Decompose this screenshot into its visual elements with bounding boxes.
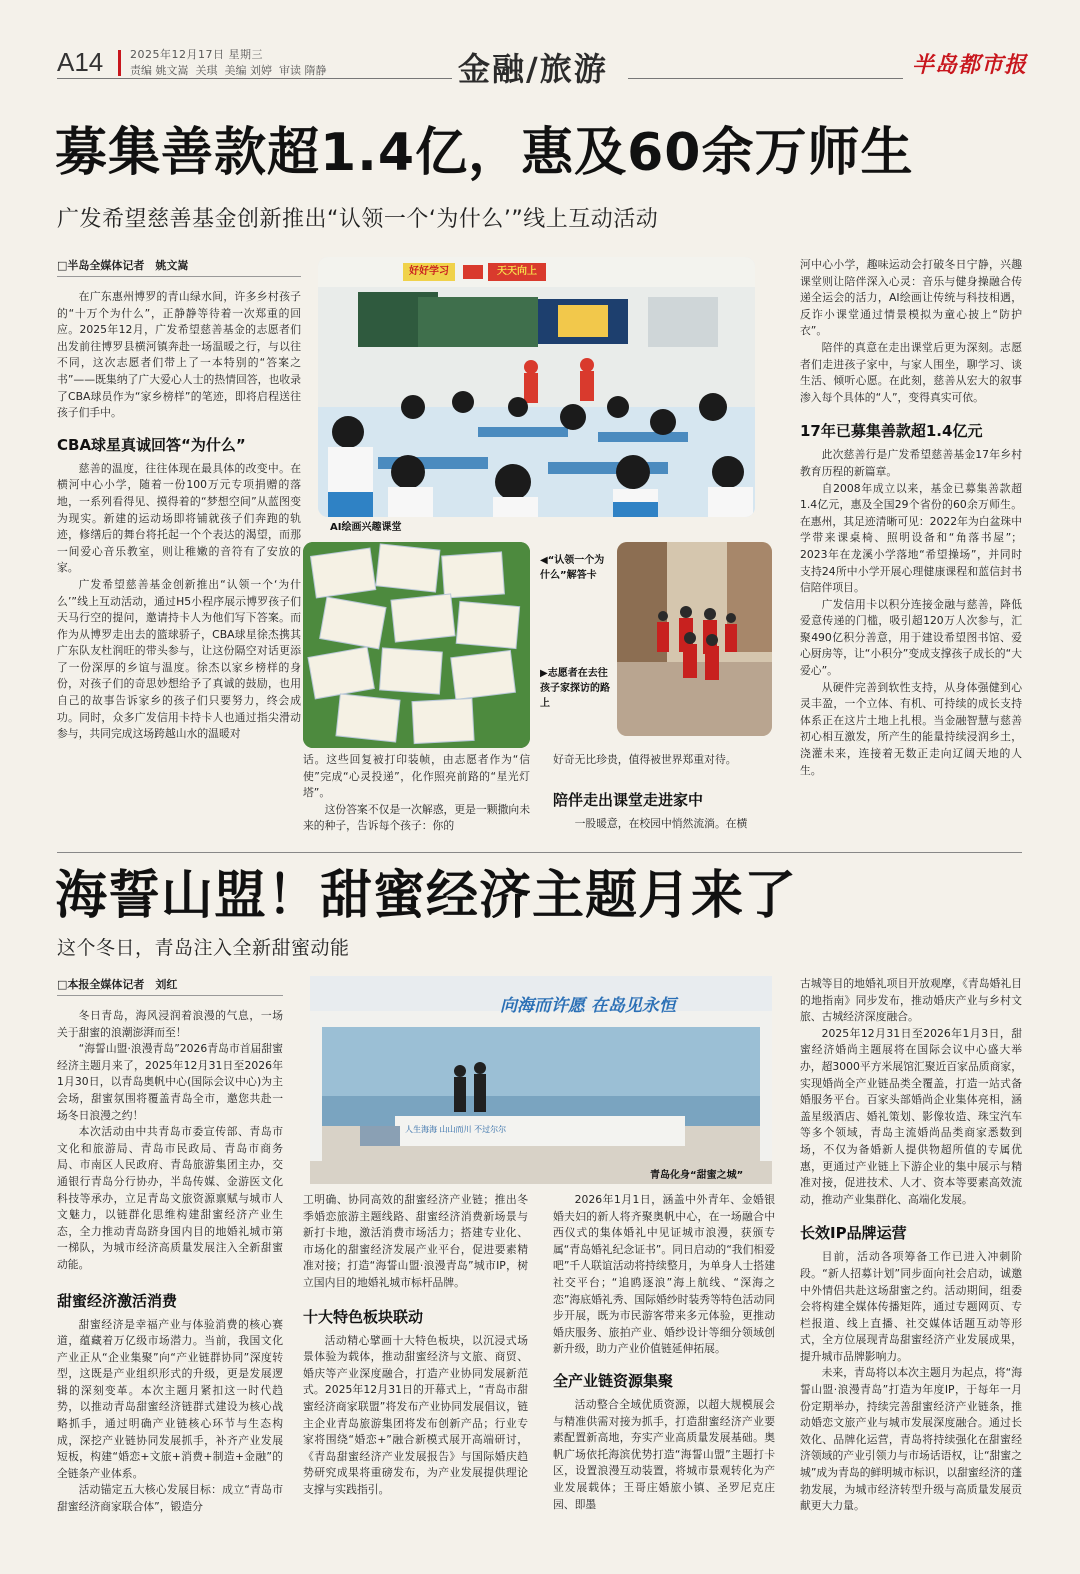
- cards-illustration: [303, 542, 530, 748]
- header-date: 2025年12月17日 星期三: [130, 48, 263, 61]
- paragraph: 2026年1月1日，涵盖中外青年、金婚银婚夫妇的新人将齐聚奥帆中心，在一场融合中西仪式的集体婚礼中见证城市浪漫，获颁专属“青岛婚礼纪念证书”。同日启动的“我们相爱吧”千人联谊活动将持续整月，为单身人士搭建社交平台；“追鸥逐浪”海上航线、“深海之恋”海底婚礼秀、国际婚纱时装秀等特色活动同步开展，既为市民游客带来多元体验，更推动婚庆服务、旅拍产业、婚纱设计等细分领域创新升级，助力产业价值链延伸拓展。: [553, 1193, 775, 1356]
- article1-byline: □半岛全媒体记者 姚文嵩: [57, 257, 301, 277]
- paragraph: 话。这些回复被打印装帧，由志愿者作为“信使”完成“心灵投递”，化作照亮前路的“星光灯塔”。: [303, 753, 530, 800]
- article2-subhead-consumption: 甜蜜经济激活消费: [57, 1291, 178, 1310]
- paragraph: 从硬件完善到软性支持，从身体强健到心灵丰盈，一个立体、有机、可持续的成长支持体系正在这片土地上扎根。当金融智慧与慈善初心相互激发，所产生的能量持续浸润乡土，浇灌未来，连接着无数正走向辽阔天地的人生。: [800, 680, 1022, 777]
- paragraph: 冬日青岛，海风浸润着浪漫的气息，一场关于甜蜜的浪潮澎湃而至！: [57, 1009, 283, 1039]
- article1-subhead-cba: CBA球星真诚回答“为什么”: [57, 435, 246, 454]
- article2-column-4: [800, 976, 1022, 1515]
- section-title: 金融/旅游: [458, 50, 608, 88]
- article2-byline: □本报全媒体记者 刘红: [57, 976, 283, 996]
- article2-column-3: [553, 1192, 775, 1513]
- sweet-city-photo: [310, 976, 772, 1184]
- newspaper-logo: 半岛都市报: [912, 52, 1028, 78]
- answer-cards-photo: [303, 542, 530, 748]
- header-design: 美编 刘婷: [224, 64, 272, 77]
- volunteers-photo: [617, 542, 772, 736]
- article2-column-1: [57, 976, 283, 1516]
- paragraph: 河中心小学，趣味运动会打破冬日宁静，兴趣课堂则让陪伴深入心灵：音乐与健身操融合传递全运会的活力，AI绘画让传统与科技相遇，反诈小课堂通过情景模拟为童心披上“防护衣”。: [800, 258, 1022, 338]
- header-proof: 关琪: [195, 64, 218, 77]
- header-rule-left: [57, 78, 452, 79]
- page-number: A14: [57, 47, 104, 77]
- paragraph: 慈善的温度，往往体现在最具体的改变中。在横河中心小学，随着一份100万元专项捐赠的落地，一系列看得见、摸得着的“梦想空间”从蓝图变为现实。新建的运动场即将铺就孩子们奔跑的轨迹，修缮后的舞台将托起一个个表达的渴望，而那一间爱心音乐教室，则让稚嫩的音符有了安放的家。: [57, 461, 301, 575]
- paragraph: 广发信用卡以积分连接金融与慈善，降低爱意传递的门槛，吸引超120万人次参与，汇聚490亿积分善意，用于建设希望图书馆、爱心厨房等，让“小积分”变成支撑孩子成长的“大爱心”。: [800, 597, 1022, 678]
- paragraph: 这份答案不仅是一次解惑，更是一颗撒向未来的种子，告诉每个孩子：你的: [303, 802, 530, 833]
- classroom-illustration: [318, 257, 755, 517]
- wall-text: 人生海海 山山而川 不过尔尔: [405, 1125, 507, 1134]
- caption-home-visit: ▶志愿者在去往孩子家探访的路上: [540, 668, 610, 709]
- paragraph: 陪伴的真意在走出课堂后更为深刻。志愿者们走进孩子家中，与家人围坐，聊学习、谈生活、倾听心愿。在此刻，慈善从宏大的叙事渗入每个具体的“人”，变得真实可依。: [800, 340, 1022, 404]
- article1-subheadline: 广发希望慈善基金创新推出“认领一个‘为什么’”线上互动活动: [57, 207, 659, 232]
- article1-headline: 募集善款超1.4亿，惠及60余万师生: [55, 123, 914, 183]
- header-red-bar: [118, 50, 121, 76]
- header-staff: [130, 62, 430, 78]
- article2-subhead-ip-brand: 长效IP品牌运营: [800, 1224, 907, 1243]
- caption-ai-class: AI绘画兴趣课堂: [330, 522, 402, 533]
- paragraph: 未来，青岛将以本次主题月为起点，将“海誓山盟·浪漫青岛”打造为年度IP，于每年一月份定期举办，持续完善甜蜜经济产业链条，推动婚恋文旅产业与城市发展深度融合。通过长效化、品牌化运营，青岛将持续强化在甜蜜经济领域的产业引领力与市场话语权，让“甜蜜之城”成为青岛的鲜明城市标识，以甜蜜经济的蓬勃发展，为城市经济转型升级与高质量发展贡献更大力量。: [800, 1366, 1022, 1513]
- header-rule-right: [628, 78, 903, 79]
- paragraph: 工明确、协同高效的甜蜜经济产业链；推出冬季婚恋旅游主题线路、甜蜜经济消费新场景与新打卡地，激活消费市场活力；搭建专业化、市场化的甜蜜经济发展产业平台，促进要素精准对接；打造“海誓山盟·浪漫青岛”城市IP，树立国内目的地婚礼城市标杆品牌。: [303, 1193, 528, 1289]
- article2-subhead-ten-blocks: 十大特色板块联动: [303, 1307, 424, 1326]
- classroom-banner-left: 好好学习: [409, 266, 449, 277]
- paragraph: “海誓山盟·浪漫青岛”2026青岛市首届甜蜜经济主题月来了，2025年12月31日至2026年1月30日，以青岛奥帆中心(国际会议中心)为主会场，甜蜜氛围将覆盖青岛全市，邀您共赴一场冬日浪漫之约！: [57, 1042, 283, 1122]
- article2-column-2: [303, 1192, 528, 1499]
- article2-subhead-resources: 全产业链资源集聚: [553, 1371, 674, 1390]
- header-editor: 责编 姚文嵩: [130, 64, 189, 77]
- paragraph: 本次活动由中共青岛市委宣传部、青岛市文化和旅游局、青岛市民政局、青岛市商务局、市南区人民政府、青岛旅游集团主办，交通银行青岛分行协办，半岛传媒、金游医文化科技等承办，立足青岛文旅资源禀赋与城市人文魅力，以链群化思维构建甜蜜经济产业生态，全力推动青岛跻身国内目的地婚礼城市第一梯队，为城市经济高质量发展注入全新甜蜜动能。: [57, 1125, 283, 1271]
- article2-subheadline: 这个冬日，青岛注入全新甜蜜动能: [57, 937, 350, 959]
- paragraph: 一股暖意，在校园中悄然流淌。在横: [574, 816, 748, 830]
- article1-column-4: [800, 257, 1022, 779]
- article1-subhead-companion: 陪伴走出课堂走进家中: [553, 790, 704, 809]
- sea-sign-text: 向海而许愿 在岛见永恒: [500, 996, 676, 1016]
- caption-sweet-city: 青岛化身“甜蜜之城”: [650, 1170, 744, 1181]
- header-review: 审读 隋静: [279, 64, 327, 77]
- classroom-banner-right: 天天向上: [497, 266, 537, 277]
- article1-column-1: [57, 257, 301, 743]
- article1-column-3: [553, 752, 773, 832]
- paragraph: 自2008年成立以来，基金已募集善款超1.4亿元，惠及全国29个省份的60余万师生。在惠州，其足迹清晰可见：2022年为白盆珠中学带来课桌椅、照明设备和“角落书屋”；2023年在龙溪小学落地“希望操场”，并同时支持24所中小学开展心理健康课程和蓝信封书信陪伴项目。: [800, 481, 1022, 595]
- volunteers-illustration: [617, 542, 772, 736]
- paragraph: 目前，活动各项筹备工作已进入冲刺阶段。“新人招募计划”同步面向社会启动，诚邀中外情侣共赴这场甜蜜之约。活动期间，组委会将构建全媒体传播矩阵，通过专题网页、专栏报道、线上直播、社交媒体话题互动等形式，全方位展现青岛甜蜜经济产业发展成果，提升城市品牌影响力。: [800, 1250, 1022, 1363]
- paragraph: 广发希望慈善基金创新推出“认领一个‘为什么’”线上互动活动，通过H5小程序展示博罗孩子们天马行空的提问，邀请持卡人为他们写下答案。而作为从博罗走出去的篮球骄子，CBA球星徐杰携其广东队友杜润旺的带头参与，让这份隔空对话更添了一份深厚的乡谊与温度。徐杰以家乡榜样的身份，对孩子们的奇思妙想给予了真诚的鼓励，也用自己的故事告诉家乡的孩子们只要努力，终会成功。同时，众多广发信用卡持卡人也通过指尖滑动参与，共同完成这场跨越山水的温暖对: [57, 577, 301, 741]
- paragraph: 活动整合全域优质资源，以超大规模展会与精准供需对接为抓手，打造甜蜜经济产业要素配置新高地，夯实产业高质量发展基础。奥帆广场依托海滨优势打造“海誓山盟”主题打卡区，设置浪漫互动装置，将城市景观转化为产业发展载体；王哥庄婚旅小镇、圣罗尼克庄园、即墨: [553, 1397, 775, 1511]
- classroom-photo: [318, 257, 755, 517]
- paragraph: 2025年12月31日至2026年1月3日，甜蜜经济婚尚主题展将在国际会议中心盛大举办，超3000平方米展馆汇聚近百家品质商家，实现婚尚全产业链品类全覆盖，打造一站式备婚服务平台。百家头部婚尚企业集体亮相，涵盖星级酒店、婚礼策划、影像妆造、珠宝汽车等多个领域，青岛主流婚尚品类商家悉数到场，不仅为备婚新人提供物超所值的专属优惠，更通过产业链上下游企业的集中展示与精准对接，促进技术、人才、资本等要素高效流动，推动产业集群化、高端化发展。: [800, 1026, 1022, 1206]
- paragraph: 活动精心擘画十大特色板块，以沉浸式场景体验为载体，推动甜蜜经济与文旅、商贸、婚庆等产业深度融合，打造产业协同发展新范式。2025年12月31日的开幕式上，“青岛市甜蜜经济商家联盟”将发布产业协同发展倡议，链主企业青岛旅游集团将发布创新产品；行业专家将围绕“婚恋+”融合新模式展开高端研讨，《青岛甜蜜经济产业发展报告》与国际婚庆趋势研究成果将重磅发布，为产业发展提供理论支撑与实践指引。: [303, 1333, 528, 1496]
- paragraph: 在广东惠州博罗的青山绿水间，许多乡村孩子的“十万个为什么”，正静静等待着一次郑重的回应。2025年12月，广发希望慈善基金的志愿者们出发前往博罗县横河镇奔赴一场温暖之行，与以往不同，这次志愿者们带上了一本特别的“答案之书”——既集纳了广大爱心人士的热情回答，也收录了CBA球员作为“家乡榜样”的笔迹，即将启程送往孩子们手中。: [57, 290, 301, 420]
- paragraph: 此次慈善行是广发希望慈善基金17年乡村教育历程的新篇章。: [800, 448, 1022, 478]
- paragraph: 古城等目的地婚礼项目开放观摩，《青岛婚礼目的地指南》同步发布，推动婚庆产业与乡村文旅、古城经济深度融合。: [800, 977, 1022, 1024]
- paragraph: 活动锚定五大核心发展目标：成立“青岛市甜蜜经济商家联合体”，锻造分: [57, 1483, 283, 1514]
- paragraph: 甜蜜经济是幸福产业与体验消费的核心赛道，蕴藏着万亿级市场潜力。当前，我国文化产业正从“企业集聚”向“产业链群协同”深度转型，这既是产业组织形式的升级，更是发展逻辑的深刻变革。本次主题月紧扣这一时代趋势，以推动青岛甜蜜经济链群式建设为核心战略抓手，通过明确产业链核心环节与生态构成，深挖产业链协同发展抓手，补齐产业发展短板，构建“婚恋+文旅+消费+制造+金融”的全链条产业体系。: [57, 1317, 283, 1480]
- article-divider: [57, 852, 1022, 853]
- article1-column-2: [303, 752, 530, 835]
- article1-subhead-17years: 17年已募集善款超1.4亿元: [800, 422, 983, 441]
- caption-answer-cards: ◀“认领一个为什么”解答卡: [540, 555, 605, 581]
- paragraph: 好奇无比珍贵，值得被世界郑重对待。: [553, 753, 737, 766]
- article2-headline: 海誓山盟！甜蜜经济主题月来了: [55, 866, 798, 926]
